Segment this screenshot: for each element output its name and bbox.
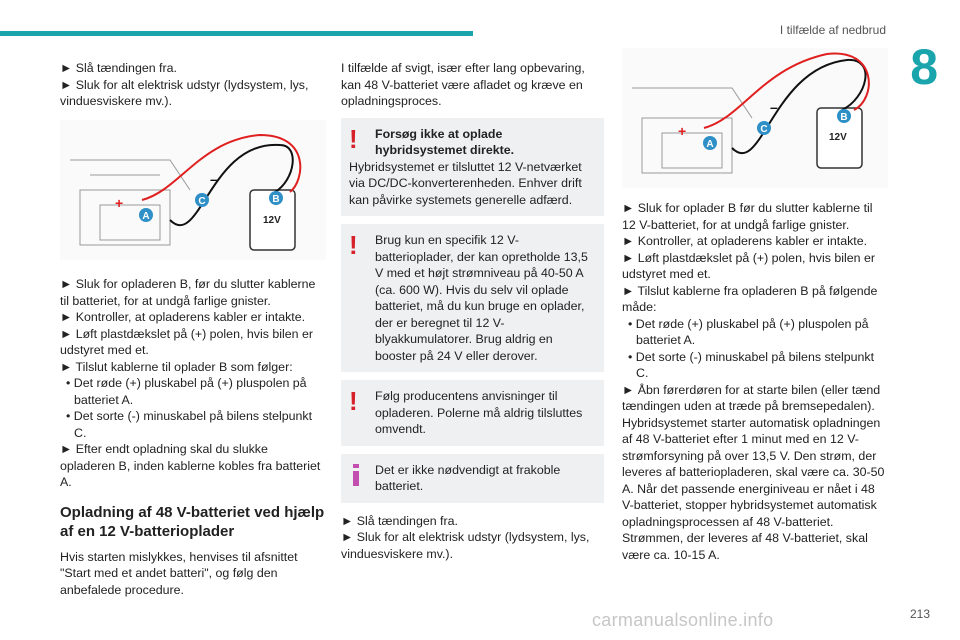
column-middle — [341, 60, 604, 562]
label-a: A — [142, 210, 150, 222]
warning-icon: ! — [349, 230, 358, 260]
label-12v: 12V — [263, 214, 281, 226]
warning-1-body: Hybridsystemet er tilsluttet 12 V-netværket via DC/DC-konverterenheden. Enhver drift kan påvirke systemets generelle adfærd. — [349, 159, 582, 207]
heading-paragraph: Hvis starten mislykkes, henvises til afsnittet "Start med et andet batteri", og følg den anbefalede procedure. — [60, 549, 298, 597]
step-lift-cover-2: ► Løft plastdækslet på (+) polen, hvis bilen er udstyret med et. — [622, 250, 875, 281]
label-plus: + — [115, 194, 124, 211]
outro-electrical-off: ► Sluk for alt elektrisk udstyr (lydsystem, lys, vinduesviskere mv.). — [341, 530, 590, 561]
step-connect-cables-2: ► Tilslut kablerne fra opladeren B på følgende måde: — [622, 283, 878, 314]
step-connect-cables: ► Tilslut kablerne til oplader B som følger: — [60, 359, 293, 374]
header-accent-bar — [0, 31, 473, 36]
label-minus: – — [210, 170, 218, 187]
info-icon — [349, 462, 363, 488]
info-text: Det er ikke nødvendigt at frakoble batteriet. — [375, 462, 561, 493]
watermark: carmanualsonline.info — [592, 610, 774, 630]
warning-icon: ! — [349, 386, 358, 416]
step-lift-cover: ► Løft plastdækslet på (+) polen, hvis bilen er udstyret med et. — [60, 326, 313, 357]
step-charger-off: ► Sluk for opladeren B, før du slutter kablerne til batteriet, for at undgå farlige gnister. — [60, 277, 316, 308]
step-electrical-off: ► Sluk for alt elektrisk udstyr (lydsystem, lys, vinduesviskere mv.). — [60, 77, 309, 108]
label-plus: + — [678, 123, 687, 139]
step-check-cables-2: ► Kontroller, at opladerens kabler er intakte. — [622, 234, 868, 248]
step-check-cables: ► Kontroller, at opladerens kabler er intakte. — [60, 310, 306, 324]
label-c: C — [760, 124, 768, 135]
warning-2-text: Brug kun en specifik 12 V-batterioplader, der kan opretholde 13,5 V med et højt strømniveau på 40-50 A (ca. 600 W). Hvis du selv vil oplade batteriet, må du kun bruge en oplader, der er beregnet til 12 V-blyakkumulatorer. Brug aldrig en booster på 24 V eller derover. — [375, 233, 588, 363]
column-left — [60, 60, 326, 598]
info-box — [341, 454, 604, 503]
step-after-charging: ► Efter endt opladning skal du slukke opladeren B, inden kablerne kobles fra batteriet A. — [60, 442, 321, 489]
warning-box-3 — [341, 380, 604, 446]
column-right — [622, 200, 888, 563]
label-b: B — [272, 193, 280, 205]
outro-ignition-off: ► Slå tændingen fra. — [341, 513, 458, 528]
label-a: A — [706, 139, 714, 150]
label-b: B — [840, 112, 848, 123]
intro-paragraph: I tilfælde af svigt, især efter lang opbevaring, kan 48 V-batteriet være afladet og kræve en opladningsproces. — [341, 61, 585, 108]
bullet-black-cable: • Det sorte (-) minuskabel på bilens stelpunkt C. — [66, 409, 313, 440]
battery-charger-illustration — [60, 120, 326, 260]
warning-box-1 — [341, 118, 604, 217]
battery-charger-illustration-2 — [622, 48, 888, 188]
warning-3-text: Følg producentens anvisninger til opladeren. Polerne må aldrig tilsluttes omvendt. — [375, 389, 583, 436]
step-charger-off-2: ► Sluk for oplader B før du slutter kablerne til 12 V-batteriet, for at undgå farlige gnister. — [622, 201, 873, 232]
warning-icon: ! — [349, 123, 358, 154]
chapter-number: 8 — [910, 39, 938, 95]
label-12v: 12V — [829, 132, 847, 143]
warning-1-title: Forsøg ikke at oplade hybridsystemet direkte. — [375, 126, 515, 157]
bullet-red-cable: • Det røde (+) pluskabel på (+) pluspolen på batteriet A. — [66, 376, 307, 407]
step-ignition-off: ► Slå tændingen fra. — [60, 61, 177, 75]
section-heading: Opladning af 48 V-batteriet ved hjælp af en 12 V-batterioplader — [60, 503, 325, 540]
page-number: 213 — [909, 607, 930, 621]
section-title: I tilfælde af nedbrud — [779, 23, 886, 37]
label-minus: – — [770, 99, 778, 115]
warning-box-2 — [341, 224, 604, 372]
label-c: C — [198, 195, 206, 207]
bullet-black-cable-2: • Det sorte (-) minuskabel på bilens stelpunkt C. — [628, 349, 875, 380]
bullet-red-cable-2: • Det røde (+) pluskabel på (+) pluspolen på batteriet A. — [628, 316, 869, 347]
final-paragraph: ► Åbn førerdøren for at starte bilen (eller tænd tændingen uden at træde på bremsepedalen). Hybridsystemet starter automatisk opladningen af 48 V-batteriet efter 1 minut med en 12 V-strømforsyning på over 13,5 V. Den strøm, der leveres af batteriopladeren, skal være ca. 30-50 A. Når det passende energiniveau er nået i 48 V-batteriet, stopper hybridsystemet automatisk opladningsprocessen af 48 V-batteriet. Strømmen, der leveres af 48 V-batteriet, skal være ca. 10-15 A. — [622, 382, 885, 562]
